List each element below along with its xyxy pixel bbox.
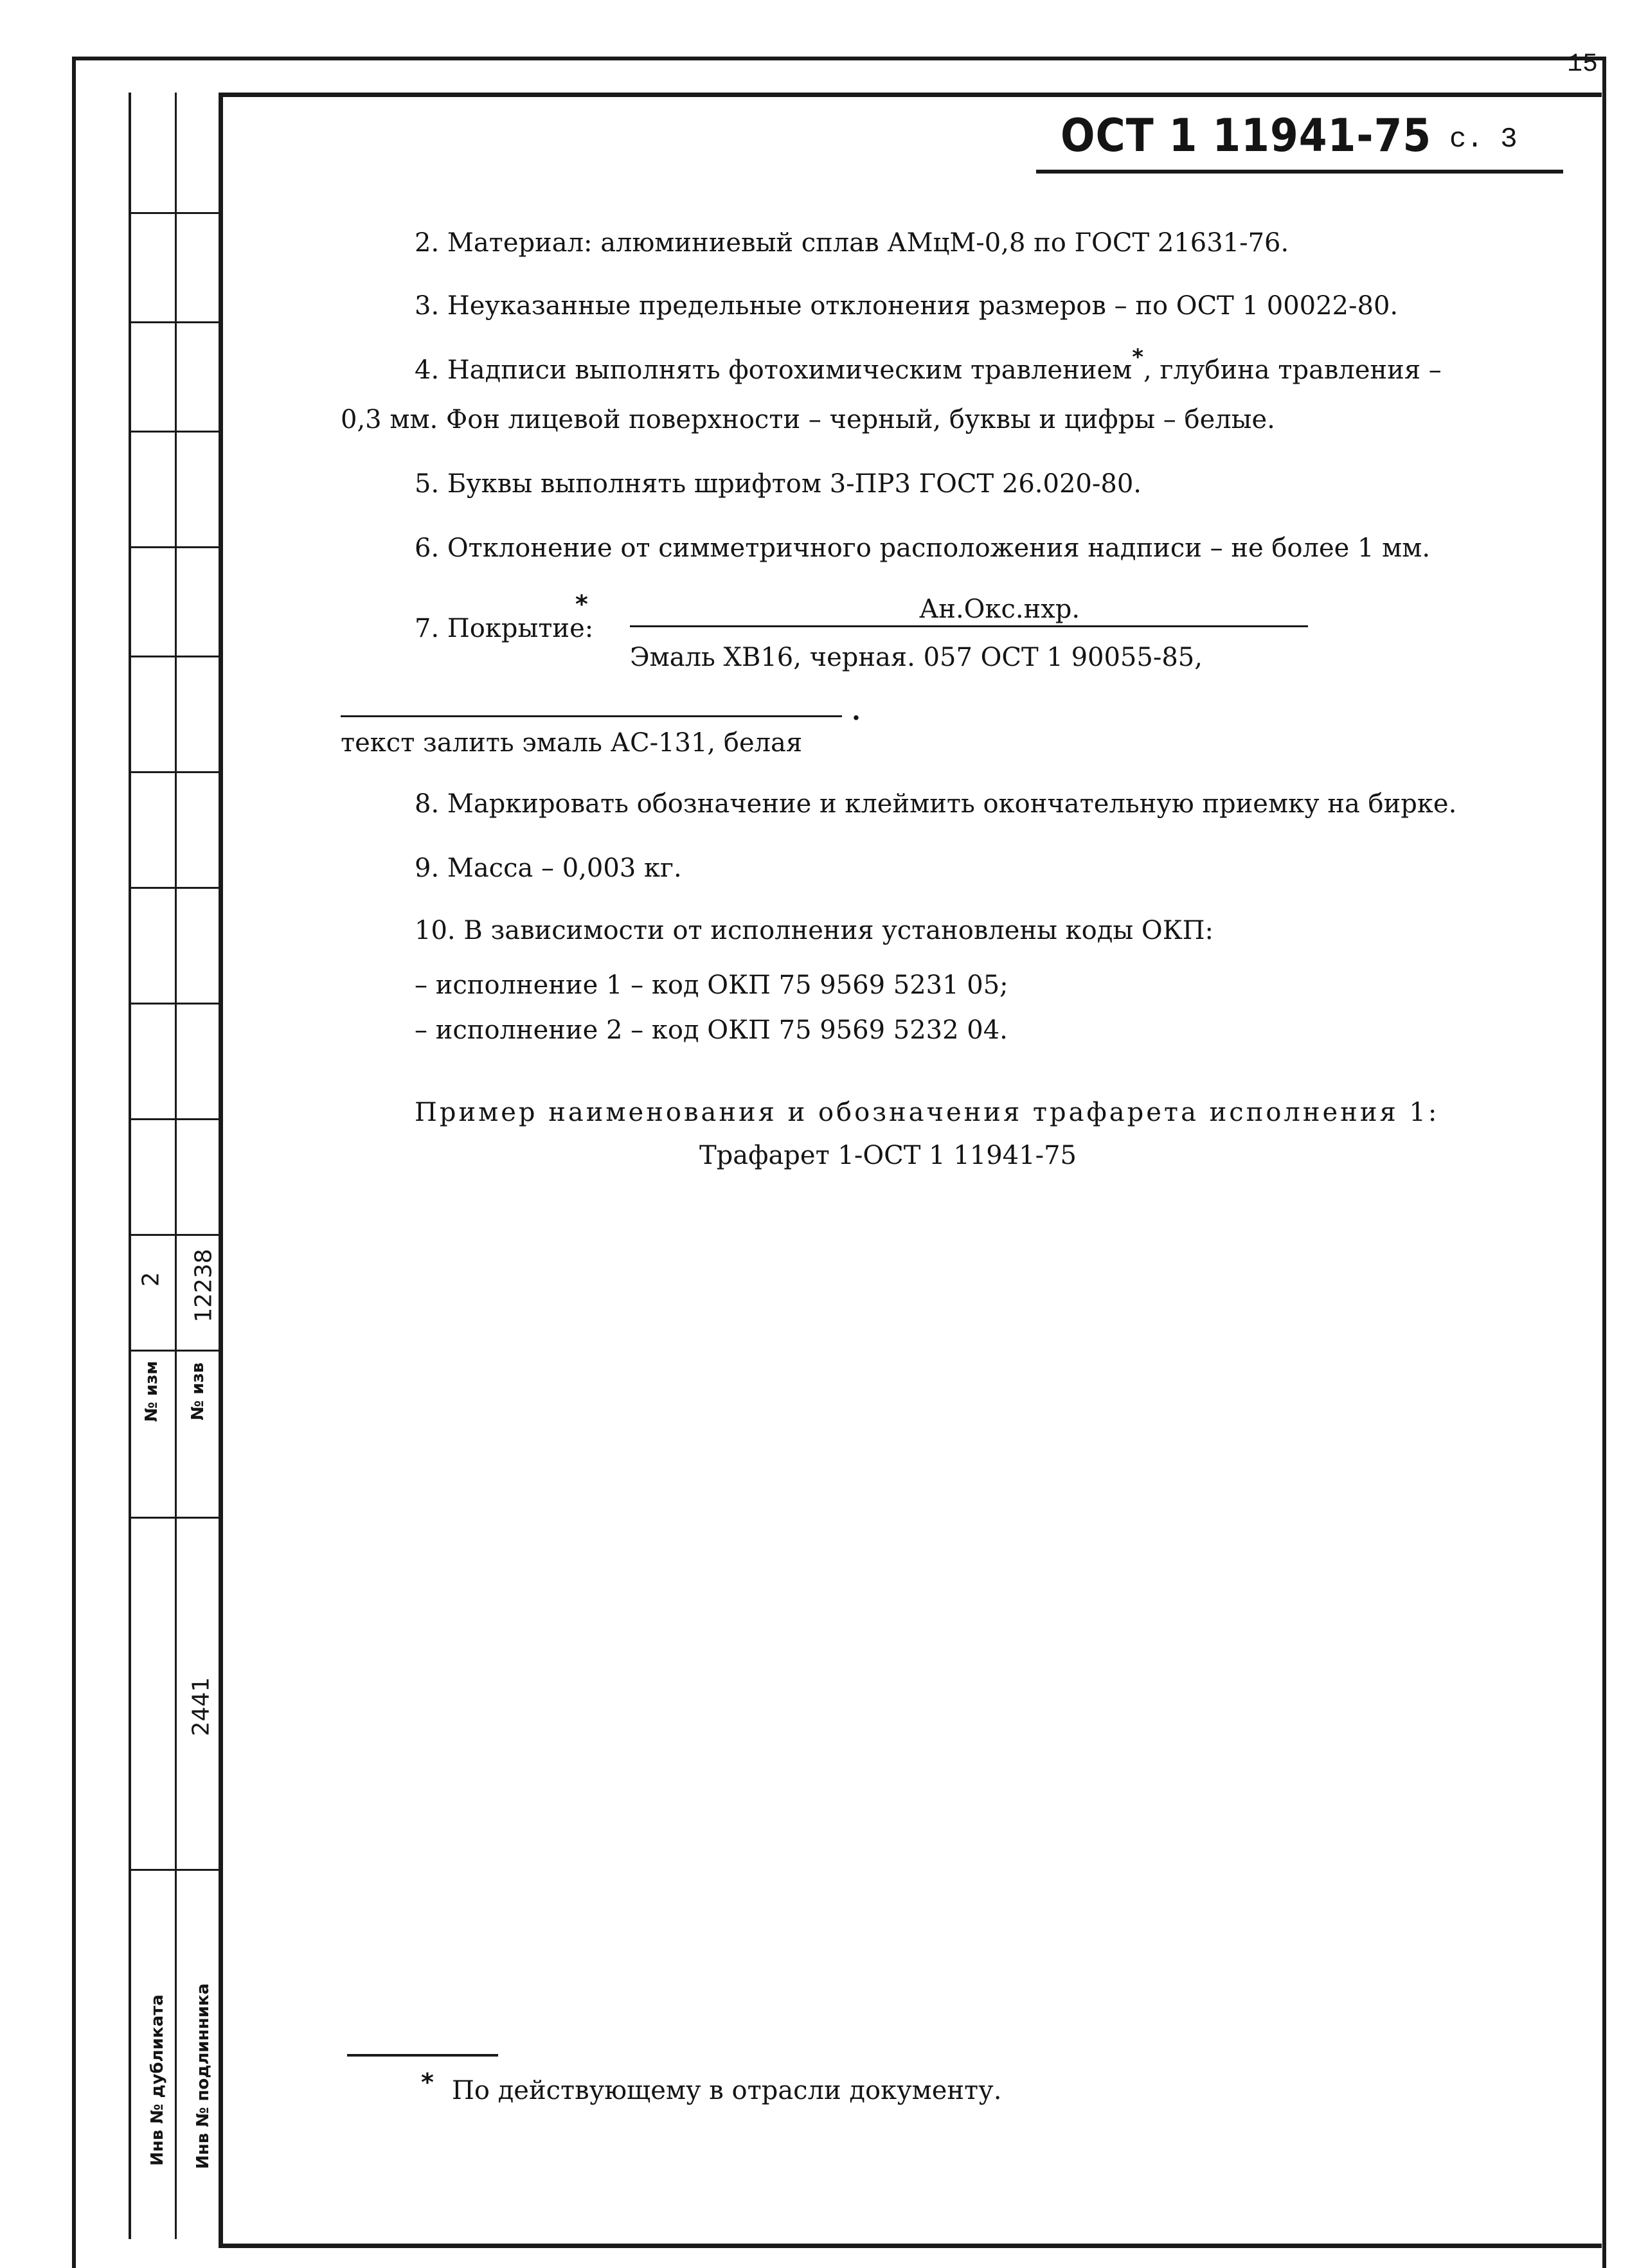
footnote-mark: *	[421, 2068, 434, 2096]
coating-period: .	[852, 696, 861, 726]
item-10: 10. В зависимости от исполнения установлены коды ОКП:	[415, 916, 1214, 945]
footnote-rule	[347, 2054, 498, 2057]
margin-cell-line	[129, 1350, 219, 1352]
margin-cell-line	[129, 431, 219, 433]
margin-cell-line	[129, 656, 219, 657]
item-8: 8. Маркировать обозначение и клеймить окончательную приемку на бирке.	[415, 789, 1457, 819]
sheet-number: 15	[1567, 50, 1599, 79]
margin-cell-line	[129, 546, 219, 548]
item-4-text-a: 4. Надписи выполнять фотохимическим травлением	[415, 355, 1133, 385]
margin-cell-line	[129, 887, 219, 889]
margin-cell-line	[129, 771, 219, 773]
margin-cell-line	[129, 321, 219, 323]
item-10-variant-2: – исполнение 2 – код ОКП 75 9569 5232 04.	[415, 1015, 1008, 1045]
inv-dubl-label: Инв № дубликата	[148, 1994, 167, 2166]
item-2: 2. Материал: алюминиевый сплав АМцМ-0,8 по ГОСТ 21631-76.	[415, 228, 1289, 258]
inv-podl-label: Инв № подлинника	[193, 1983, 213, 2169]
margin-strip-divider	[175, 93, 177, 2239]
example-designation: Трафарет 1-ОСТ 1 11941-75	[699, 1141, 1077, 1170]
item-9: 9. Масса – 0,003 кг.	[415, 853, 682, 883]
footnote-mark: *	[575, 590, 588, 618]
item-4-continuation: 0,3 мм. Фон лицевой поверхности – черный, буквы и цифры – белые.	[341, 405, 1275, 434]
coating-numerator: Ан.Окс.нхр.	[919, 594, 1080, 624]
coating-continuation-bar	[341, 715, 842, 717]
margin-cell-line	[129, 1869, 219, 1871]
item-3: 3. Неуказанные предельные отклонения размеров – по ОСТ 1 00022-80.	[415, 291, 1399, 321]
item-4-text-b: , глубина травления –	[1143, 355, 1442, 385]
document-designation: ОСТ 1 11941-75	[1061, 109, 1432, 162]
item-7-label: 7. Покрытие:	[415, 614, 594, 643]
inv-podl-value: 2441	[188, 1677, 215, 1737]
coating-fraction-bar	[630, 625, 1308, 627]
izm-label: № изм	[142, 1361, 161, 1422]
margin-cell-line	[129, 1234, 219, 1236]
margin-cell-line	[129, 212, 219, 214]
example-heading: Пример наименования и обозначения трафарета исполнения 1:	[415, 1098, 1440, 1127]
page-number: с. 3	[1449, 123, 1518, 156]
coating-denominator: Эмаль ХВ16, черная. 057 ОСТ 1 90055-85,	[630, 643, 1203, 672]
izm-value: 2	[138, 1272, 165, 1287]
coating-continuation: текст залить эмаль АС-131, белая	[341, 728, 803, 758]
margin-cell-line	[129, 1118, 219, 1120]
margin-cell-line	[129, 1517, 219, 1519]
item-6: 6. Отклонение от симметричного расположения надписи – не более 1 мм.	[415, 533, 1431, 563]
izv-value: 12238	[190, 1249, 217, 1323]
item-10-variant-1: – исполнение 1 – код ОКП 75 9569 5231 05;	[415, 970, 1008, 1000]
margin-cell-line	[129, 1003, 219, 1005]
item-4-start	[415, 344, 1442, 385]
izv-label: № изв	[188, 1362, 208, 1421]
header-rule	[1036, 170, 1563, 174]
footnote-mark: *	[1132, 344, 1144, 370]
item-5: 5. Буквы выполнять шрифтом 3-ПР3 ГОСТ 26.020-80.	[415, 469, 1142, 499]
footnote-text: По действующему в отрасли документу.	[452, 2076, 1002, 2105]
